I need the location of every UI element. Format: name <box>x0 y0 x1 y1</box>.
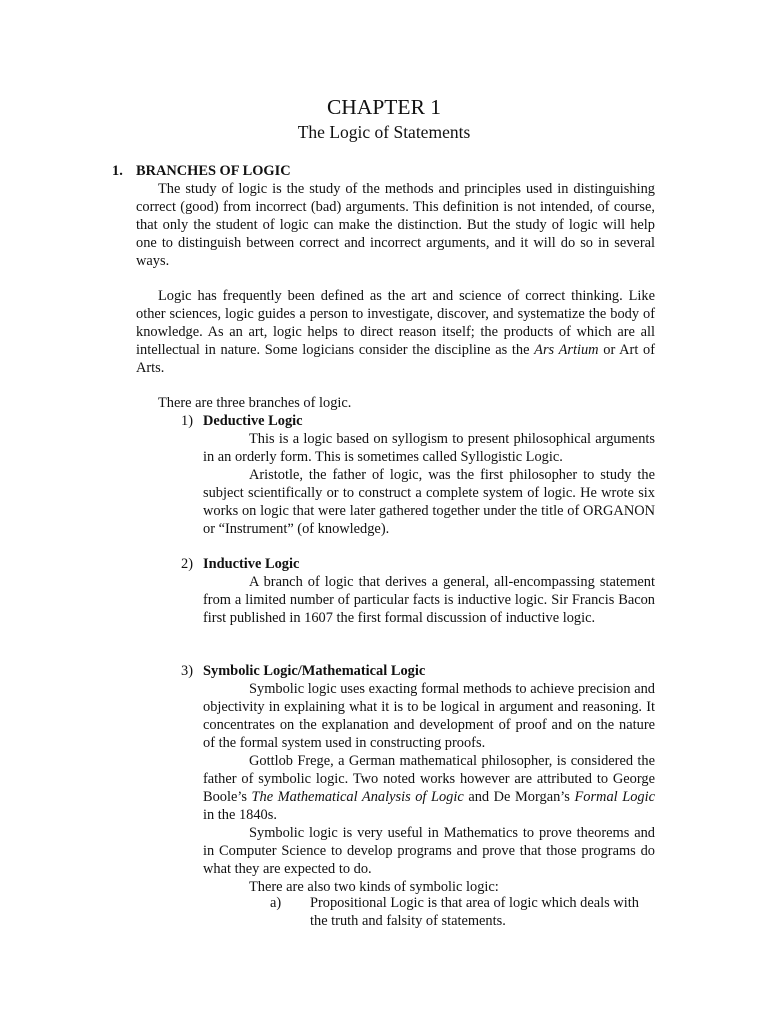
branch-paragraph: Symbolic logic uses exacting formal methods to achieve precision and objectivity in explaining what it is to be logical in argument and reasoning. It concentrates on the explanation and development of proof and on the nature of the formal system used in constructing proofs. <box>203 681 655 751</box>
branch-paragraph: Aristotle, the father of logic, was the first philosopher to study the subject scientifically or to construct a complete system of logic. He wrote six works on logic that were later gathered together under the title of ORGANON or “Instrument” (of knowledge). <box>203 467 655 537</box>
section-number: 1. <box>112 163 123 179</box>
branches-intro: There are three branches of logic. <box>158 395 352 411</box>
section-heading: BRANCHES OF LOGIC <box>136 163 291 179</box>
branch-body-symbolic <box>203 680 655 896</box>
branch-paragraph: Symbolic logic is very useful in Mathematics to prove theorems and in Computer Science to develop programs and prove that those programs do what they are expected to do. <box>203 825 655 877</box>
branch-paragraph: This is a logic based on syllogism to present philosophical arguments in an orderly form. This is sometimes called Syllogistic Logic. <box>203 431 655 465</box>
paragraph-art-science <box>136 287 655 377</box>
branch-body-inductive <box>203 573 655 627</box>
branch-body-deductive <box>203 430 655 538</box>
branch-paragraph-part: and De Morgan’s <box>463 789 575 805</box>
branch-paragraph <box>203 752 655 824</box>
chapter-title: CHAPTER 1 <box>326 95 442 119</box>
paragraph-text <box>136 287 655 377</box>
chapter-subtitle: The Logic of Statements <box>297 122 471 142</box>
book-title-demorgan: Formal Logic <box>574 789 655 805</box>
paragraph-text-main: Logic has frequently been defined as the art and science of correct thinking. Like other sciences, logic guides a person to investigate, discover, and systematize the body of knowledge. As an art, logic helps to direct reason itself; the products of which are all intellectual in nature. Some logicians consider the discipline as the <box>136 288 655 358</box>
branch-paragraph: There are also two kinds of symbolic logic: <box>249 879 499 895</box>
sub-item-propositional: Propositional Logic is that area of logic which deals with the truth and falsity of statements. <box>310 895 639 929</box>
paragraph-definition <box>136 180 655 270</box>
ars-artium-term: Ars Artium <box>534 342 599 358</box>
branch-title-deductive: Deductive Logic <box>203 413 303 429</box>
branch-number: 1) <box>181 413 193 429</box>
branch-paragraph-part: in the 1840s. <box>203 807 277 823</box>
paragraph-text-end: or Art of Arts. <box>136 342 655 376</box>
branch-title-symbolic: Symbolic Logic/Mathematical Logic <box>203 663 426 679</box>
book-title-boole: The Mathematical Analysis of Logic <box>251 789 464 805</box>
branch-paragraph-part: Gottlob Frege, a German mathematical philosopher, is considered the father of symbolic logic. Two noted works however are attributed to George Boole’s <box>203 753 655 805</box>
branch-title-inductive: Inductive Logic <box>203 556 300 572</box>
sub-item-letter: a) <box>270 895 282 911</box>
branch-number: 3) <box>181 663 193 679</box>
paragraph-text: The study of logic is the study of the methods and principles used in distinguishing correct (good) from incorrect (bad) arguments. This definition is not intended, of course, that only the student of logic can make the distinction. But the study of logic will help one to distinguish between correct and incorrect arguments, and it will do so in several ways. <box>136 181 655 269</box>
branch-paragraph: A branch of logic that derives a general, all-encompassing statement from a limited number of particular facts is inductive logic. Sir Francis Bacon first published in 1607 the first formal discussion of inductive logic. <box>203 574 655 626</box>
branch-number: 2) <box>181 556 193 572</box>
